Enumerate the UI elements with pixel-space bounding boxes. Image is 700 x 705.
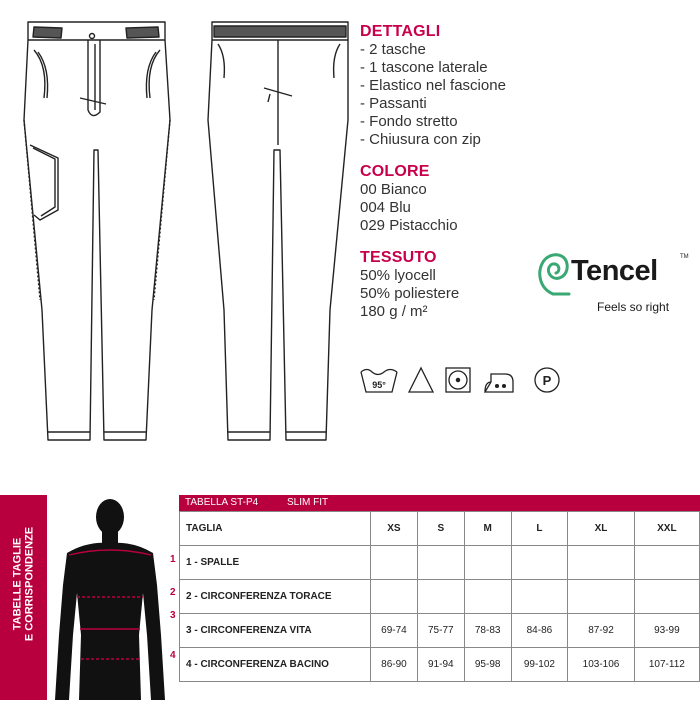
tencel-wordmark: Tencel: [571, 255, 658, 287]
size-table: [179, 511, 700, 682]
svg-text:95°: 95°: [372, 380, 386, 390]
tencel-tagline: Feels so right: [597, 300, 670, 314]
table-cell: 75-77: [417, 614, 464, 648]
size-table-side-band: [0, 495, 47, 700]
table-cell: 86-90: [371, 648, 418, 682]
color-item: 004 Blu: [360, 199, 411, 216]
table-header-row: [180, 512, 700, 546]
detail-item: - Chiusura con zip: [360, 131, 481, 148]
care-symbols: [358, 362, 568, 402]
size-table-name: TABELLA ST-P4: [185, 497, 259, 508]
table-header-cell: M: [464, 512, 511, 546]
table-row: [180, 580, 700, 614]
detail-item: - 2 tasche: [360, 41, 426, 58]
tencel-logo: [535, 248, 690, 318]
table-cell: [371, 580, 418, 614]
table-cell: 3 - CIRCONFERENZA VITA: [180, 614, 371, 648]
measure-marker-2: 2: [170, 587, 176, 598]
table-cell: 78-83: [464, 614, 511, 648]
trousers-back-view: [208, 22, 348, 440]
table-cell: 103-106: [568, 648, 634, 682]
color-item: 00 Bianco: [360, 181, 427, 198]
tencel-trademark: TM: [680, 254, 689, 260]
table-cell: [417, 580, 464, 614]
dry-clean-p-icon: [535, 368, 559, 392]
table-cell: 87-92: [568, 614, 634, 648]
table-cell: 84-86: [511, 614, 568, 648]
bleach-triangle-icon: [409, 368, 433, 392]
fabric-item: 180 g / m²: [360, 303, 428, 320]
table-header-cell: XL: [568, 512, 634, 546]
body-silhouette-icon: [47, 495, 174, 700]
tencel-leaf-icon: [535, 248, 571, 298]
table-header-cell: S: [417, 512, 464, 546]
table-cell: [464, 580, 511, 614]
detail-item: - Elastico nel fascione: [360, 77, 506, 94]
table-header-cell: XS: [371, 512, 418, 546]
size-table-title-bar: [179, 495, 700, 511]
tumble-dry-icon: [446, 368, 470, 392]
table-cell: [511, 580, 568, 614]
table-cell: [417, 546, 464, 580]
table-cell: 99-102: [511, 648, 568, 682]
table-cell: 69-74: [371, 614, 418, 648]
size-table-fit: SLIM FIT: [287, 497, 329, 508]
table-cell: 2 - CIRCONFERENZA TORACE: [180, 580, 371, 614]
svg-text:P: P: [542, 373, 552, 388]
fabric-item: 50% poliestere: [360, 285, 460, 302]
size-table-section: [0, 495, 700, 700]
detail-item: - Passanti: [360, 95, 427, 112]
detail-item: - Fondo stretto: [360, 113, 458, 130]
table-cell: 107-112: [634, 648, 699, 682]
table-cell: [634, 580, 699, 614]
table-cell: [464, 546, 511, 580]
colors-title: COLORE: [360, 163, 430, 180]
details-title: DETTAGLI: [360, 23, 441, 40]
trousers-front-view: [24, 22, 170, 440]
table-header-cell: TAGLIA: [180, 512, 371, 546]
detail-item: - 1 tascone laterale: [360, 59, 488, 76]
iron-two-dots-icon: [485, 374, 513, 392]
table-header-cell: XXL: [634, 512, 699, 546]
table-cell: [568, 546, 634, 580]
measure-marker-1: 1: [170, 554, 176, 565]
size-table-side-title: TABELLE TAGLIE E CORRISPONDENZE: [11, 526, 36, 642]
measure-marker-3: 3: [170, 610, 176, 621]
table-cell: [371, 546, 418, 580]
body-silhouette-area: [47, 495, 174, 700]
fabric-item: 50% lyocell: [360, 267, 436, 284]
trousers-technical-drawing: [0, 0, 350, 460]
wash-95-icon: [361, 370, 397, 393]
table-row: [180, 648, 700, 682]
product-specs: [360, 22, 506, 321]
table-cell: [511, 546, 568, 580]
table-cell: [634, 546, 699, 580]
table-header-cell: L: [511, 512, 568, 546]
table-cell: 93-99: [634, 614, 699, 648]
table-cell: 91-94: [417, 648, 464, 682]
fabric-title: TESSUTO: [360, 249, 437, 266]
color-item: 029 Pistacchio: [360, 217, 458, 234]
table-cell: 4 - CIRCONFERENZA BACINO: [180, 648, 371, 682]
table-cell: 95-98: [464, 648, 511, 682]
measure-marker-4: 4: [170, 650, 176, 661]
table-cell: [568, 580, 634, 614]
table-row: [180, 546, 700, 580]
table-cell: 1 - SPALLE: [180, 546, 371, 580]
table-row: [180, 614, 700, 648]
